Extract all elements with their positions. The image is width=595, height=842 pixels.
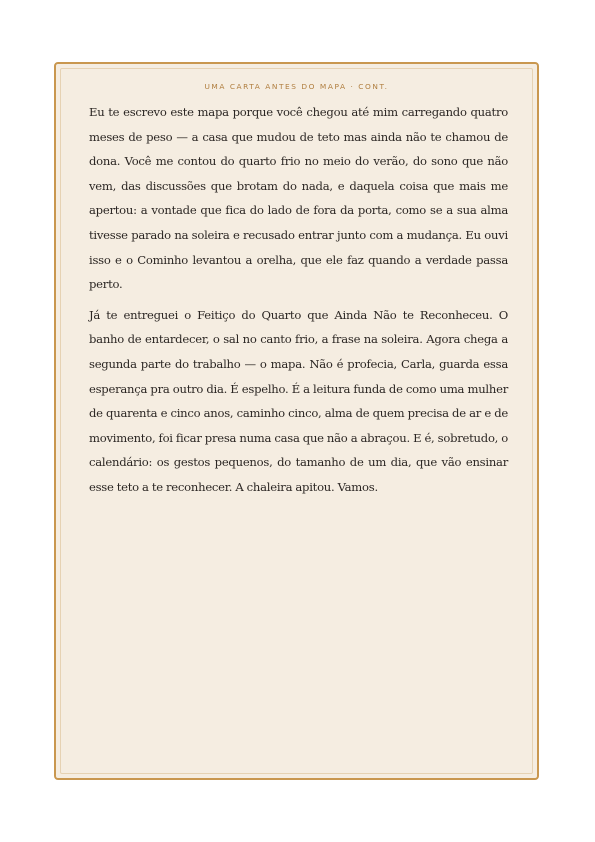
paragraph: Já te entreguei o Feitiço do Quarto que Ainda Não te Reconheceu. O banho de entardecer, o sal no canto frio, a frase na soleira. Agora chega a segunda parte do trabalho — o mapa. Não é profecia, Carla, guarda essa esperança pra outro dia. É espelho. É a leitura funda de como uma mulher de quarenta e cinco anos, caminho cinco, alma de quem precisa de ar e de movimento, foi ficar presa numa casa que não a abraçou. E é, sobretudo, o calendário: os gestos pequenos, do tamanho de um dia, que vão ensinar esse teto a te reconhecer. A chaleira apitou. Vamos. bbox=[89, 307, 508, 494]
letter-page bbox=[54, 62, 539, 780]
running-header: UMA CARTA ANTES DO MAPA · CONT. bbox=[204, 82, 389, 91]
letter-body bbox=[89, 100, 508, 506]
paragraph: Eu te escrevo este mapa porque você chegou até mim carregando quatro meses de peso — a casa que mudou de teto mas ainda não te chamou de dona. Você me contou do quarto frio no meio do verão, do sono que não vem, das discussões que brotam do nada, e daquela coisa que mais me apertou: a vontade que fica do lado de fora da porta, como se a sua alma tivesse parado na soleira e recusado entrar junto com a mudança. Eu ouvi isso e o Cominho levantou a orelha, que ele faz quando a verdade passa perto. bbox=[89, 105, 508, 292]
